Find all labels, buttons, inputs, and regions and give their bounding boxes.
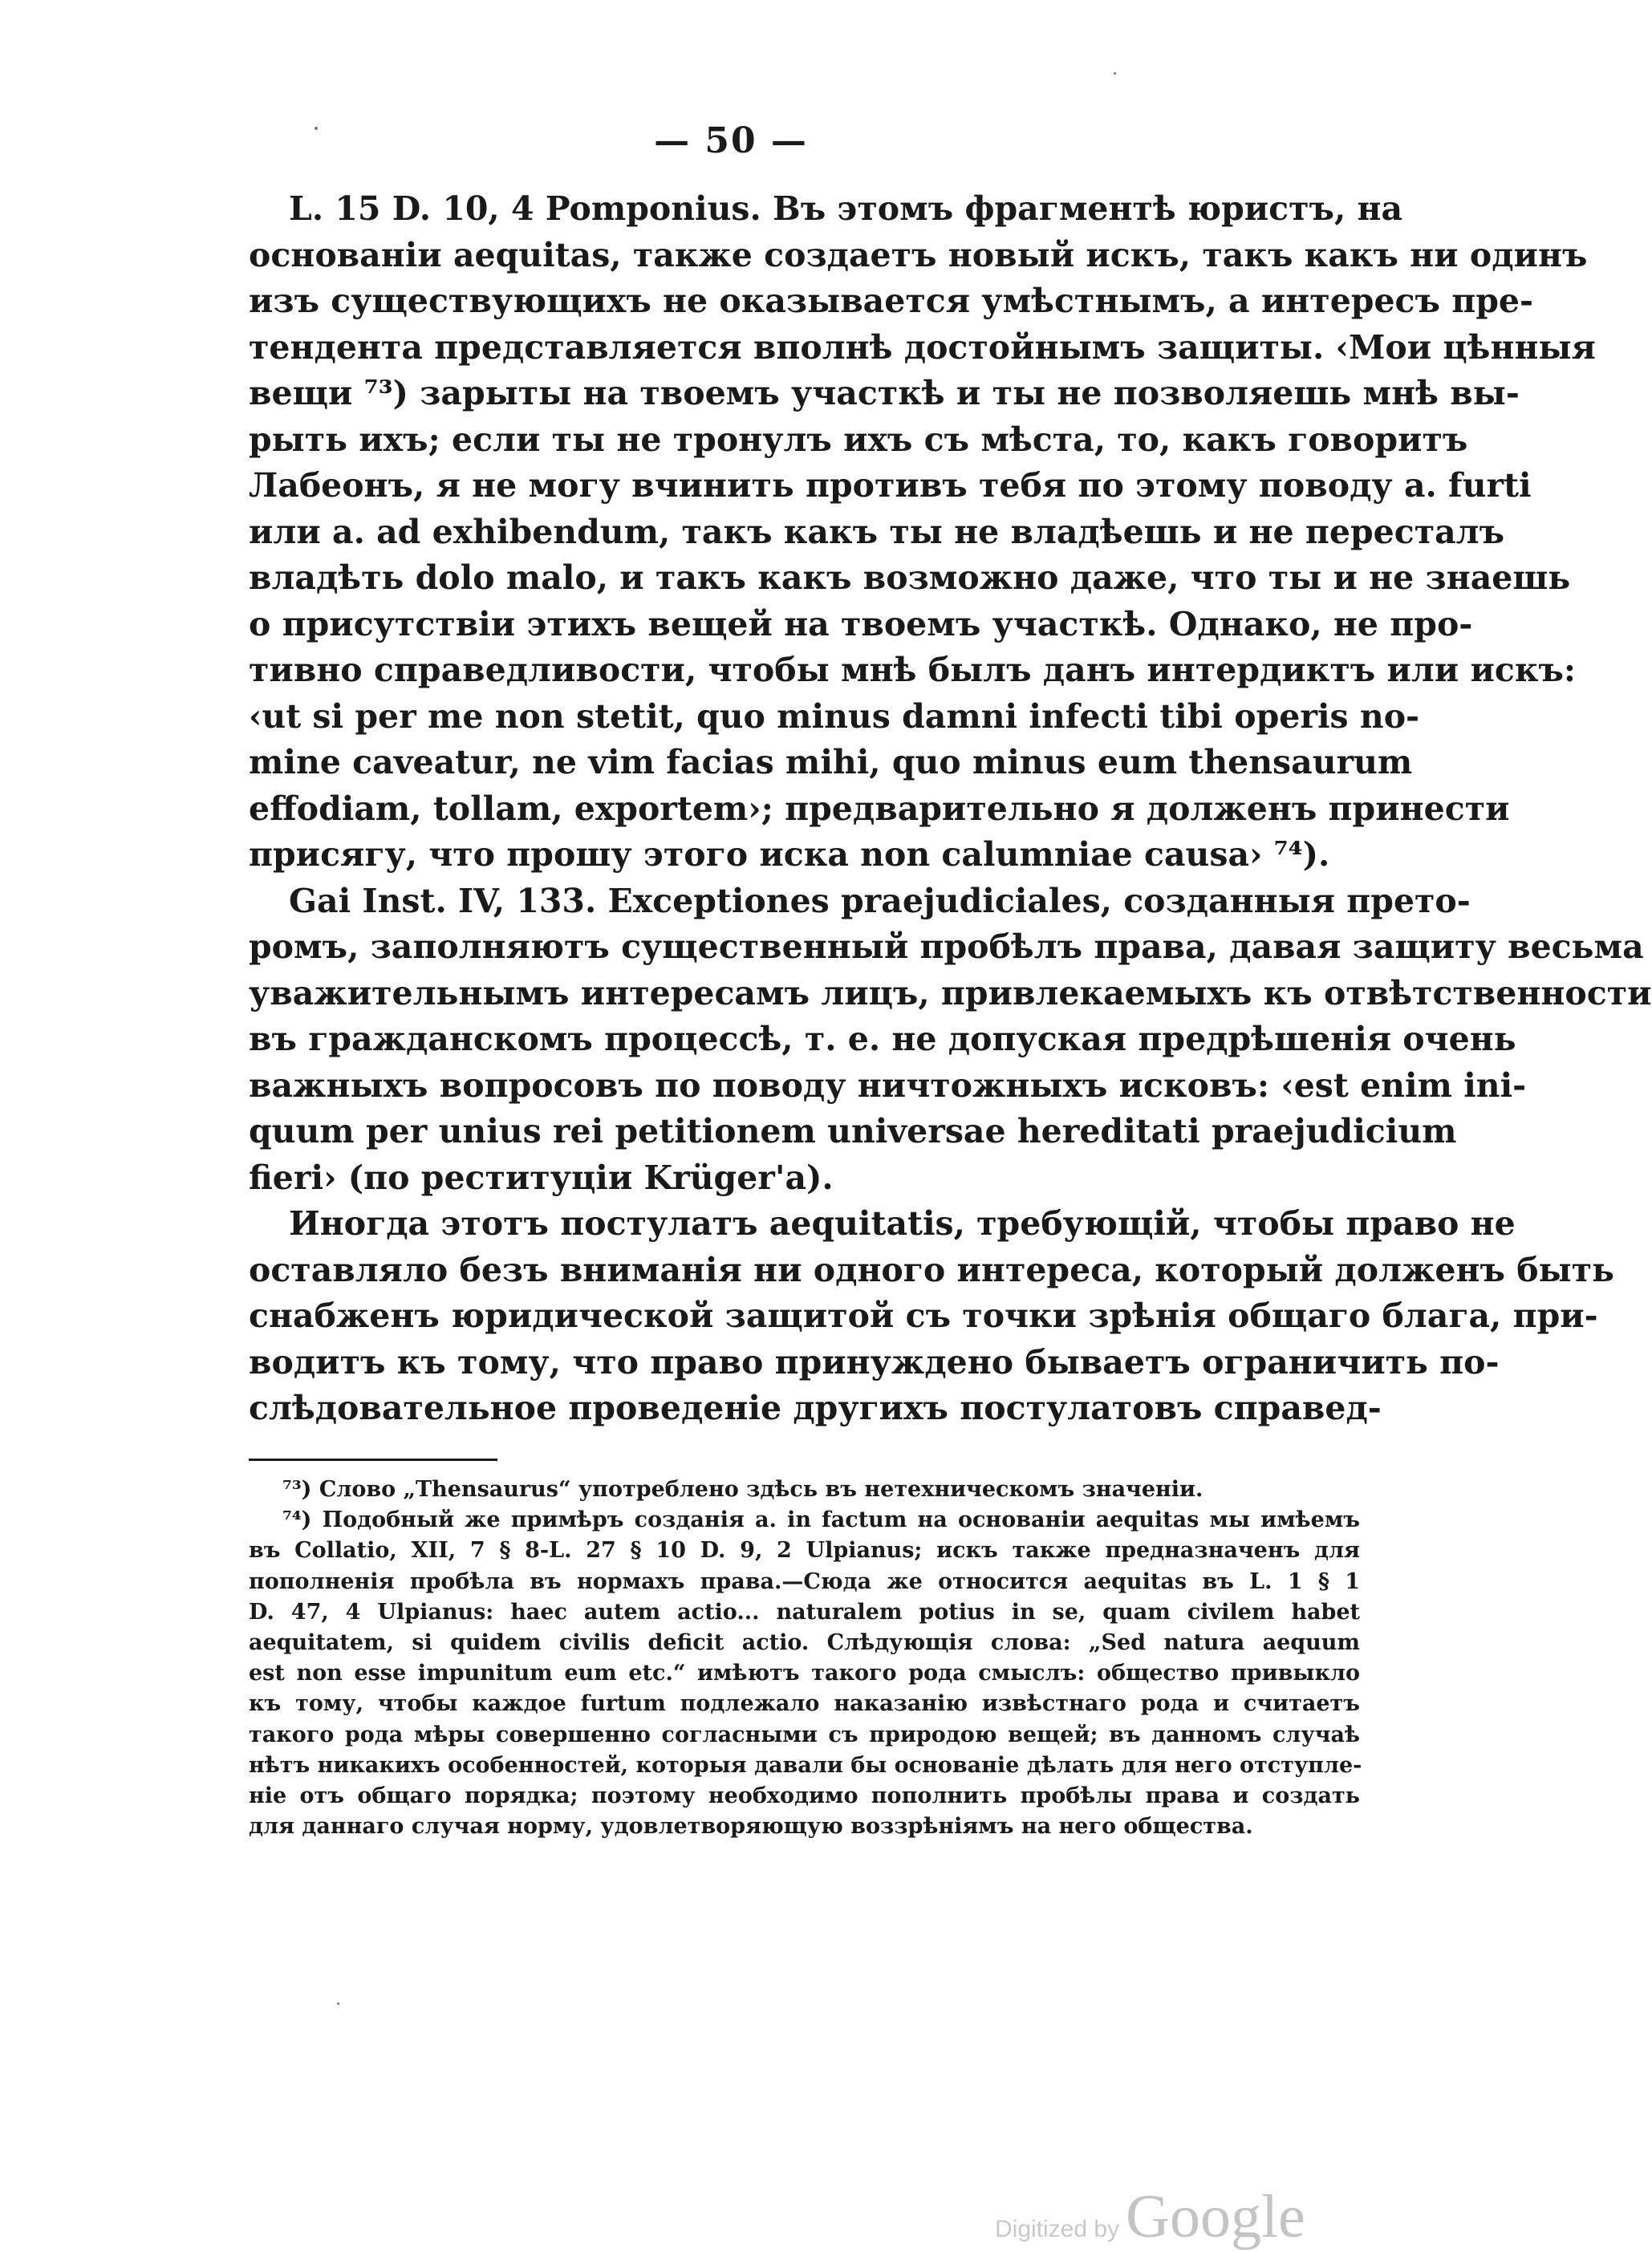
text-line: effodiam, tollam, exportem›; предварительно я долженъ принести — [249, 789, 1510, 828]
text-line: слѣдовательное проведеніе другихъ постулатовъ справед- — [249, 1389, 1382, 1427]
text-line: уважительнымъ интересамъ лицъ, привлекаемыхъ къ отвѣтственности — [249, 973, 1652, 1012]
footnote-line: пополненія пробѣла въ нормахъ права.—Сюда же относится aequitas въ L. 1 § 1 — [249, 1568, 1360, 1594]
text-line: Лабеонъ, я не могу вчинить противъ тебя по этому поводу a. furti — [249, 466, 1532, 505]
digitized-watermark — [995, 2182, 1305, 2252]
footnote-line: ⁷³) Слово „Thensaurus“ употреблено здѣсь въ нетехническомъ значеніи. — [282, 1477, 1203, 1502]
text-line: владѣть dolo malo, и такъ какъ возможно даже, что ты и не знаешь — [249, 558, 1571, 597]
text-line: изъ существующихъ не оказывается умѣстнымъ, а интересъ пре- — [249, 282, 1534, 320]
text-line: водитъ къ тому, что право принуждено бываетъ ограничить по- — [249, 1342, 1500, 1382]
scan-speck — [1114, 72, 1116, 75]
text-line: ‹ut si per me non stetit, quo minus damni infecti tibi operis no- — [249, 696, 1420, 736]
text-line: тендента представляется вполнѣ достойнымъ защиты. ‹Мои цѣнныя — [249, 327, 1596, 367]
footnotes — [249, 1475, 1360, 1842]
text-line: Gai Inst. IV, 133. Exceptiones praejudiciales, созданныя прето- — [289, 881, 1471, 920]
footnote-line: D. 47, 4 Ulpianus: haec autem actio... naturalem potius in se, quam civilem habet — [249, 1599, 1360, 1625]
text-line: оставляло безъ вниманія ни одного интереса, который долженъ быть — [249, 1250, 1614, 1289]
text-line: quum per unius rei petitionem universae hereditati praejudicium — [249, 1112, 1457, 1150]
text-line: основаніи aequitas, также создаетъ новый искъ, такъ какъ ни одинъ — [249, 235, 1588, 274]
main-text — [249, 186, 1652, 1432]
footnote-line: ⁷⁴) Подобный же примѣръ созданія a. in factum на основаніи aequitas мы имѣемъ — [282, 1507, 1360, 1533]
footnote-line: въ Collatio, XII, 7 § 8-L. 27 § 10 D. 9, 2 Ulpianus; искъ также предназначенъ для — [249, 1538, 1360, 1564]
scan-speck — [315, 127, 318, 130]
text-line: снабженъ юридической защитой съ точки зрѣнія общаго блага, при- — [249, 1296, 1598, 1335]
text-line: вещи ⁷³) зарыты на твоемъ участкѣ и ты не позволяешь мнѣ вы- — [249, 374, 1520, 412]
text-line: присягу, что прошу этого иска non calumniae causa› ⁷⁴). — [249, 835, 1330, 874]
footnote-divider — [249, 1459, 497, 1461]
footnote-line: ніе отъ общаго порядка; поэтому необходимо пополнить пробѣлы права и создать — [249, 1783, 1360, 1808]
footnote-line: такого рода мѣры совершенно согласными съ природою вещей; въ данномъ случаѣ — [249, 1722, 1360, 1747]
text-line: mine caveatur, ne vim facias mihi, quo minus eum thensaurum — [249, 743, 1413, 781]
footnote-line: est non esse impunitum eum etc.“ имѣютъ такого рода смыслъ: общество привыкло — [249, 1661, 1360, 1686]
text-line: или a. ad exhibendum, такъ какъ ты не владѣешь и не пересталъ — [249, 512, 1505, 551]
text-line: Иногда этотъ постулатъ aequitatis, требующій, чтобы право не — [289, 1204, 1516, 1243]
text-line: ромъ, заполняютъ существенный пробѣлъ права, давая защиту весьма — [249, 927, 1644, 966]
text-line: L. 15 D. 10, 4 Pomponius. Въ этомъ фрагментѣ юристъ, на — [289, 189, 1403, 228]
page-number: — 50 — — [654, 120, 808, 161]
text-line: важныхъ вопросовъ по поводу ничтожныхъ исковъ: ‹est enim ini- — [249, 1065, 1527, 1105]
text-line: fieri› (по реституціи Krüger'a). — [249, 1158, 834, 1197]
text-line: рыть ихъ; если ты не тронулъ ихъ съ мѣста, то, какъ говоритъ — [249, 420, 1468, 459]
text-line: въ гражданскомъ процессѣ, т. е. не допуская предрѣшенія очень — [249, 1020, 1516, 1058]
scan-speck — [337, 2002, 339, 2005]
watermark-prefix: Digitized by — [995, 2216, 1120, 2242]
google-logo: Google — [1126, 2183, 1305, 2250]
footnote-line: aequitatem, si quidem civilis deficit actio. Слѣдующія слова: „Sed natura aequum — [249, 1629, 1360, 1655]
footnote-line: къ тому, чтобы каждое furtum подлежало наказанію извѣстнаго рода и считаетъ — [249, 1691, 1360, 1717]
text-line: тивно справедливости, чтобы мнѣ былъ данъ интердиктъ или искъ: — [249, 651, 1577, 689]
footnote-line: нѣтъ никакихъ особенностей, которыя давали бы основаніе дѣлать для него отступле- — [249, 1752, 1362, 1778]
footnote-line: для даннаго случая норму, удовлетворяющую воззрѣніямъ на него общества. — [249, 1814, 1253, 1840]
text-line: о присутствіи этихъ вещей на твоемъ участкѣ. Однако, не про- — [249, 604, 1473, 643]
